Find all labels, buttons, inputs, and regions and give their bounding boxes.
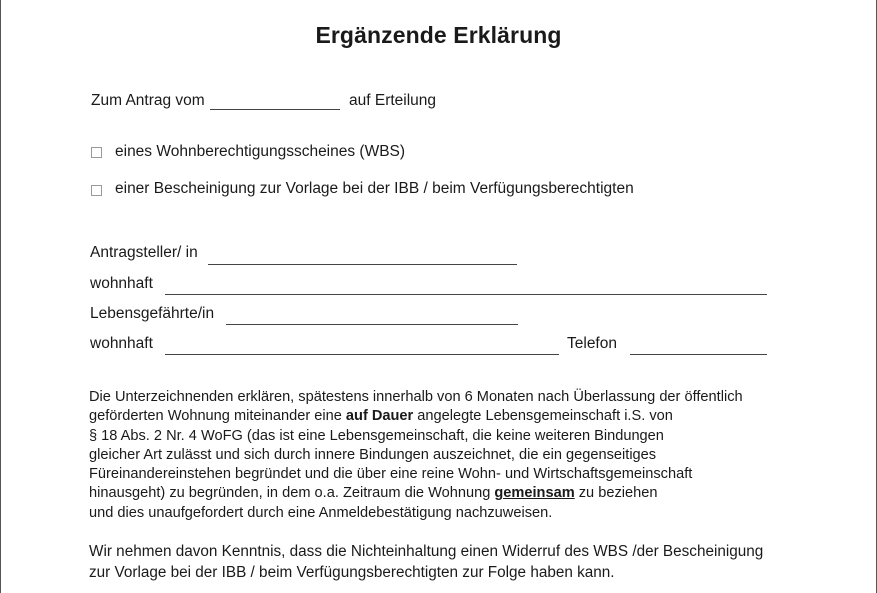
wohnhaft-label-1: wohnhaft <box>90 275 153 292</box>
declaration-line <box>89 407 789 426</box>
lebensgefaehrte-field[interactable] <box>226 324 518 325</box>
page-title: Ergänzende Erklärung <box>315 22 562 48</box>
wohnhaft-label-2: wohnhaft <box>90 335 153 352</box>
notice-line: Wir nehmen davon Kenntnis, dass die Nichteinhaltung einen Widerruf des WBS /der Bescheinigung <box>89 543 764 560</box>
wohnhaft-field-2[interactable] <box>165 354 559 355</box>
antragsteller-field[interactable] <box>208 264 517 265</box>
lebensgefaehrte-label: Lebensgefährte/in <box>90 305 215 322</box>
antrag-date-field[interactable] <box>210 109 340 110</box>
antrag-erteilung-label: auf Erteilung <box>349 92 437 109</box>
declaration-line: Die Unterzeichnenden erklären, spätestens innerhalb von 6 Monaten nach Überlassung der öffentlich <box>89 389 743 405</box>
wohnhaft-field-1[interactable] <box>165 294 767 295</box>
telefon-field[interactable] <box>630 354 767 355</box>
declaration-paragraph <box>89 388 789 523</box>
declaration-text: angelegte Lebensgemeinschaft i.S. von <box>413 408 673 425</box>
notice-line: zur Vorlage bei der IBB / beim Verfügungsberechtigten zur Folge haben kann. <box>89 564 615 581</box>
ibb-certificate-checkbox[interactable] <box>91 185 102 196</box>
ibb-option-label: einer Bescheinigung zur Vorlage bei der IBB / beim Verfügungsberechtigten <box>115 180 634 197</box>
declaration-line: und dies unaufgefordert durch eine Anmeldebestätigung nachzuweisen. <box>89 504 553 521</box>
declaration-text: geförderten Wohnung miteinander eine <box>89 408 346 425</box>
declaration-line <box>89 484 789 503</box>
auf-dauer-emphasis: auf Dauer <box>345 408 414 425</box>
wbs-option-label: eines Wohnberechtigungsscheines (WBS) <box>115 143 406 160</box>
antrag-date-label: Zum Antrag vom <box>91 92 205 109</box>
notice-paragraph <box>89 541 819 583</box>
declaration-line: Füreinandereinstehen begründet und die über eine reine Wohn- und Wirtschaftsgemeinschaft <box>89 466 693 483</box>
antragsteller-label: Antragsteller/ in <box>90 244 198 261</box>
declaration-text: hinausgeht) zu begründen, in dem o.a. Zeitraum die Wohnung <box>89 485 495 502</box>
gemeinsam-emphasis: gemeinsam <box>494 485 575 502</box>
telefon-label: Telefon <box>567 335 617 352</box>
declaration-text: zu beziehen <box>574 485 658 502</box>
declaration-line: gleicher Art zulässt und sich durch innere Bindungen auszeichnet, die ein gegenseitiges <box>89 446 657 463</box>
declaration-line: § 18 Abs. 2 Nr. 4 WoFG (das ist eine Lebensgemeinschaft, die keine weiteren Bindungen <box>89 427 664 444</box>
wbs-checkbox[interactable] <box>91 147 102 158</box>
